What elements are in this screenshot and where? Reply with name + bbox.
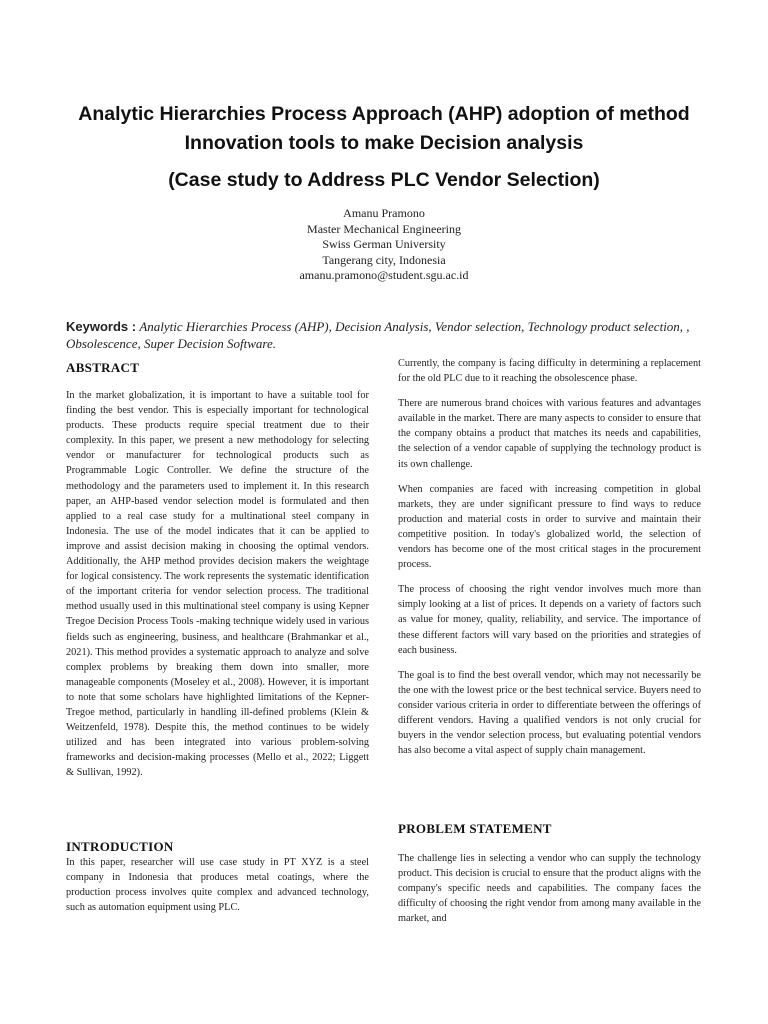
problem-statement-body <box>398 851 701 936</box>
introduction-body <box>66 855 369 925</box>
introduction-heading: INTRODUCTION <box>66 839 174 854</box>
right-paragraph-3: When companies are faced with increasing competition in global markets, they are under significant pressure to find ways to reduce production and material costs in order to survive and maintain their competitive position. In today's globalized world, the selection of vendors has become one of the most critical stages in the procurement process. <box>398 483 701 571</box>
problem-statement-paragraph: The challenge lies in selecting a vendor who can supply the technology product. This decision is crucial to ensure that the product aligns with the company's specific needs and capabilities. The company faces the difficulty of choosing the right vendor from among many available in the market, and <box>398 853 701 925</box>
paper-subtitle: (Case study to Address PLC Vendor Selection) <box>168 169 600 191</box>
introduction-paragraph: In this paper, researcher will use case study in PT XYZ is a steel company in Indonesia that produces metal coatings, where the production process involves quite complex and advanced technology, such as automation equipment using PLC. <box>66 857 369 914</box>
author-name: Amanu Pramono <box>343 206 425 220</box>
author-university: Swiss German University <box>322 237 446 252</box>
right-paragraph-5: The goal is to find the best overall vendor, which may not necessarily be the one with the lowest price or the best technical service. Buyers need to consider various criteria in order to differentiate between the offerings of different vendors. Having a qualified vendors is not only crucial for buyers in the vendor selection process, but evaluating potential vendors has also become a vital aspect of supply chain management. <box>398 669 701 757</box>
right-paragraph-2: There are numerous brand choices with various features and advantages available in the market. There are many aspects to consider to ensure that the company obtains a product that matches its needs and capabilities, the selection of a vendor capable of supplying the technology product is its own challenge. <box>398 398 701 470</box>
right-paragraph-1: Currently, the company is facing difficulty in determining a replacement for the old PLC due to it reaching the obsolescence phase. <box>398 358 701 385</box>
right-column-body <box>398 356 701 768</box>
keywords-label: Keywords : <box>66 319 137 334</box>
right-paragraph-4: The process of choosing the right vendor involves much more than simply looking at a list of prices. It depends on a variety of factors such as value for money, quality, reliability, and service. The importance of these different factors will vary based on the priorities and strategies of each business. <box>398 584 701 656</box>
title-line-1: Analytic Hierarchies Process Approach (AHP) adoption of method <box>78 103 690 125</box>
abstract-paragraph: In the market globalization, it is important to have a suitable tool for finding the best vendor. This is especially important for technological products. These products require special treatment due to their complexity. In this paper, we present a new methodology for selecting vendor or manufacturer for technological products such as Programmable Logic Controller. We define the structure of the methodology and the parameters used to implement it. In this research paper, an AHP-based vendor selection model is formulated and then applied to a real case study for a multinational steel company in Indonesia. The use of the model indicates that it can be applied to improve and assist decision making in choosing the optimal vendors. Additionally, the AHP method provides decision makers the weightage for logical consistency. The work represents the systematic identification of the important criteria for vendor selection process. The traditional method usually used in this multinational steel company is using Kepner Tregoe Decision Process Tools -making technique widely used in various fields such as engineering, business, and healthcare (Brahmankar et al., 2021). This method provides a systematic approach to analyze and solve complex problems by breaking them down into smaller, more manageable components (Moseley et al., 2008). However, it is important to note that some scholars have highlighted limitations of the Kepner-Tregoe method, particularly in handling ill-defined problems (Klein & Weitzenfeld, 1978). Despite this, the method continues to be widely utilized and has been integrated into various problem-solving frameworks and decision-making processes (Mello et al., 2022; Liggett & Sullivan, 1992). <box>66 390 369 779</box>
author-block <box>0 206 768 284</box>
title-line-2: Innovation tools to make Decision analysis <box>184 132 584 154</box>
problem-statement-heading: PROBLEM STATEMENT <box>398 821 552 836</box>
keywords-section <box>66 318 706 352</box>
author-location: Tangerang city, Indonesia <box>322 252 446 267</box>
author-email: amanu.pramono@student.sgu.ac.id <box>299 268 469 283</box>
paper-title <box>40 100 728 195</box>
abstract-body <box>66 388 369 790</box>
keywords-text: Analytic Hierarchies Process (AHP), Decision Analysis, Vendor selection, Technology product selection, , Obsolescence, Super Decision Software. <box>66 319 690 351</box>
author-program: Master Mechanical Engineering <box>307 221 461 236</box>
abstract-heading: ABSTRACT <box>66 360 140 375</box>
